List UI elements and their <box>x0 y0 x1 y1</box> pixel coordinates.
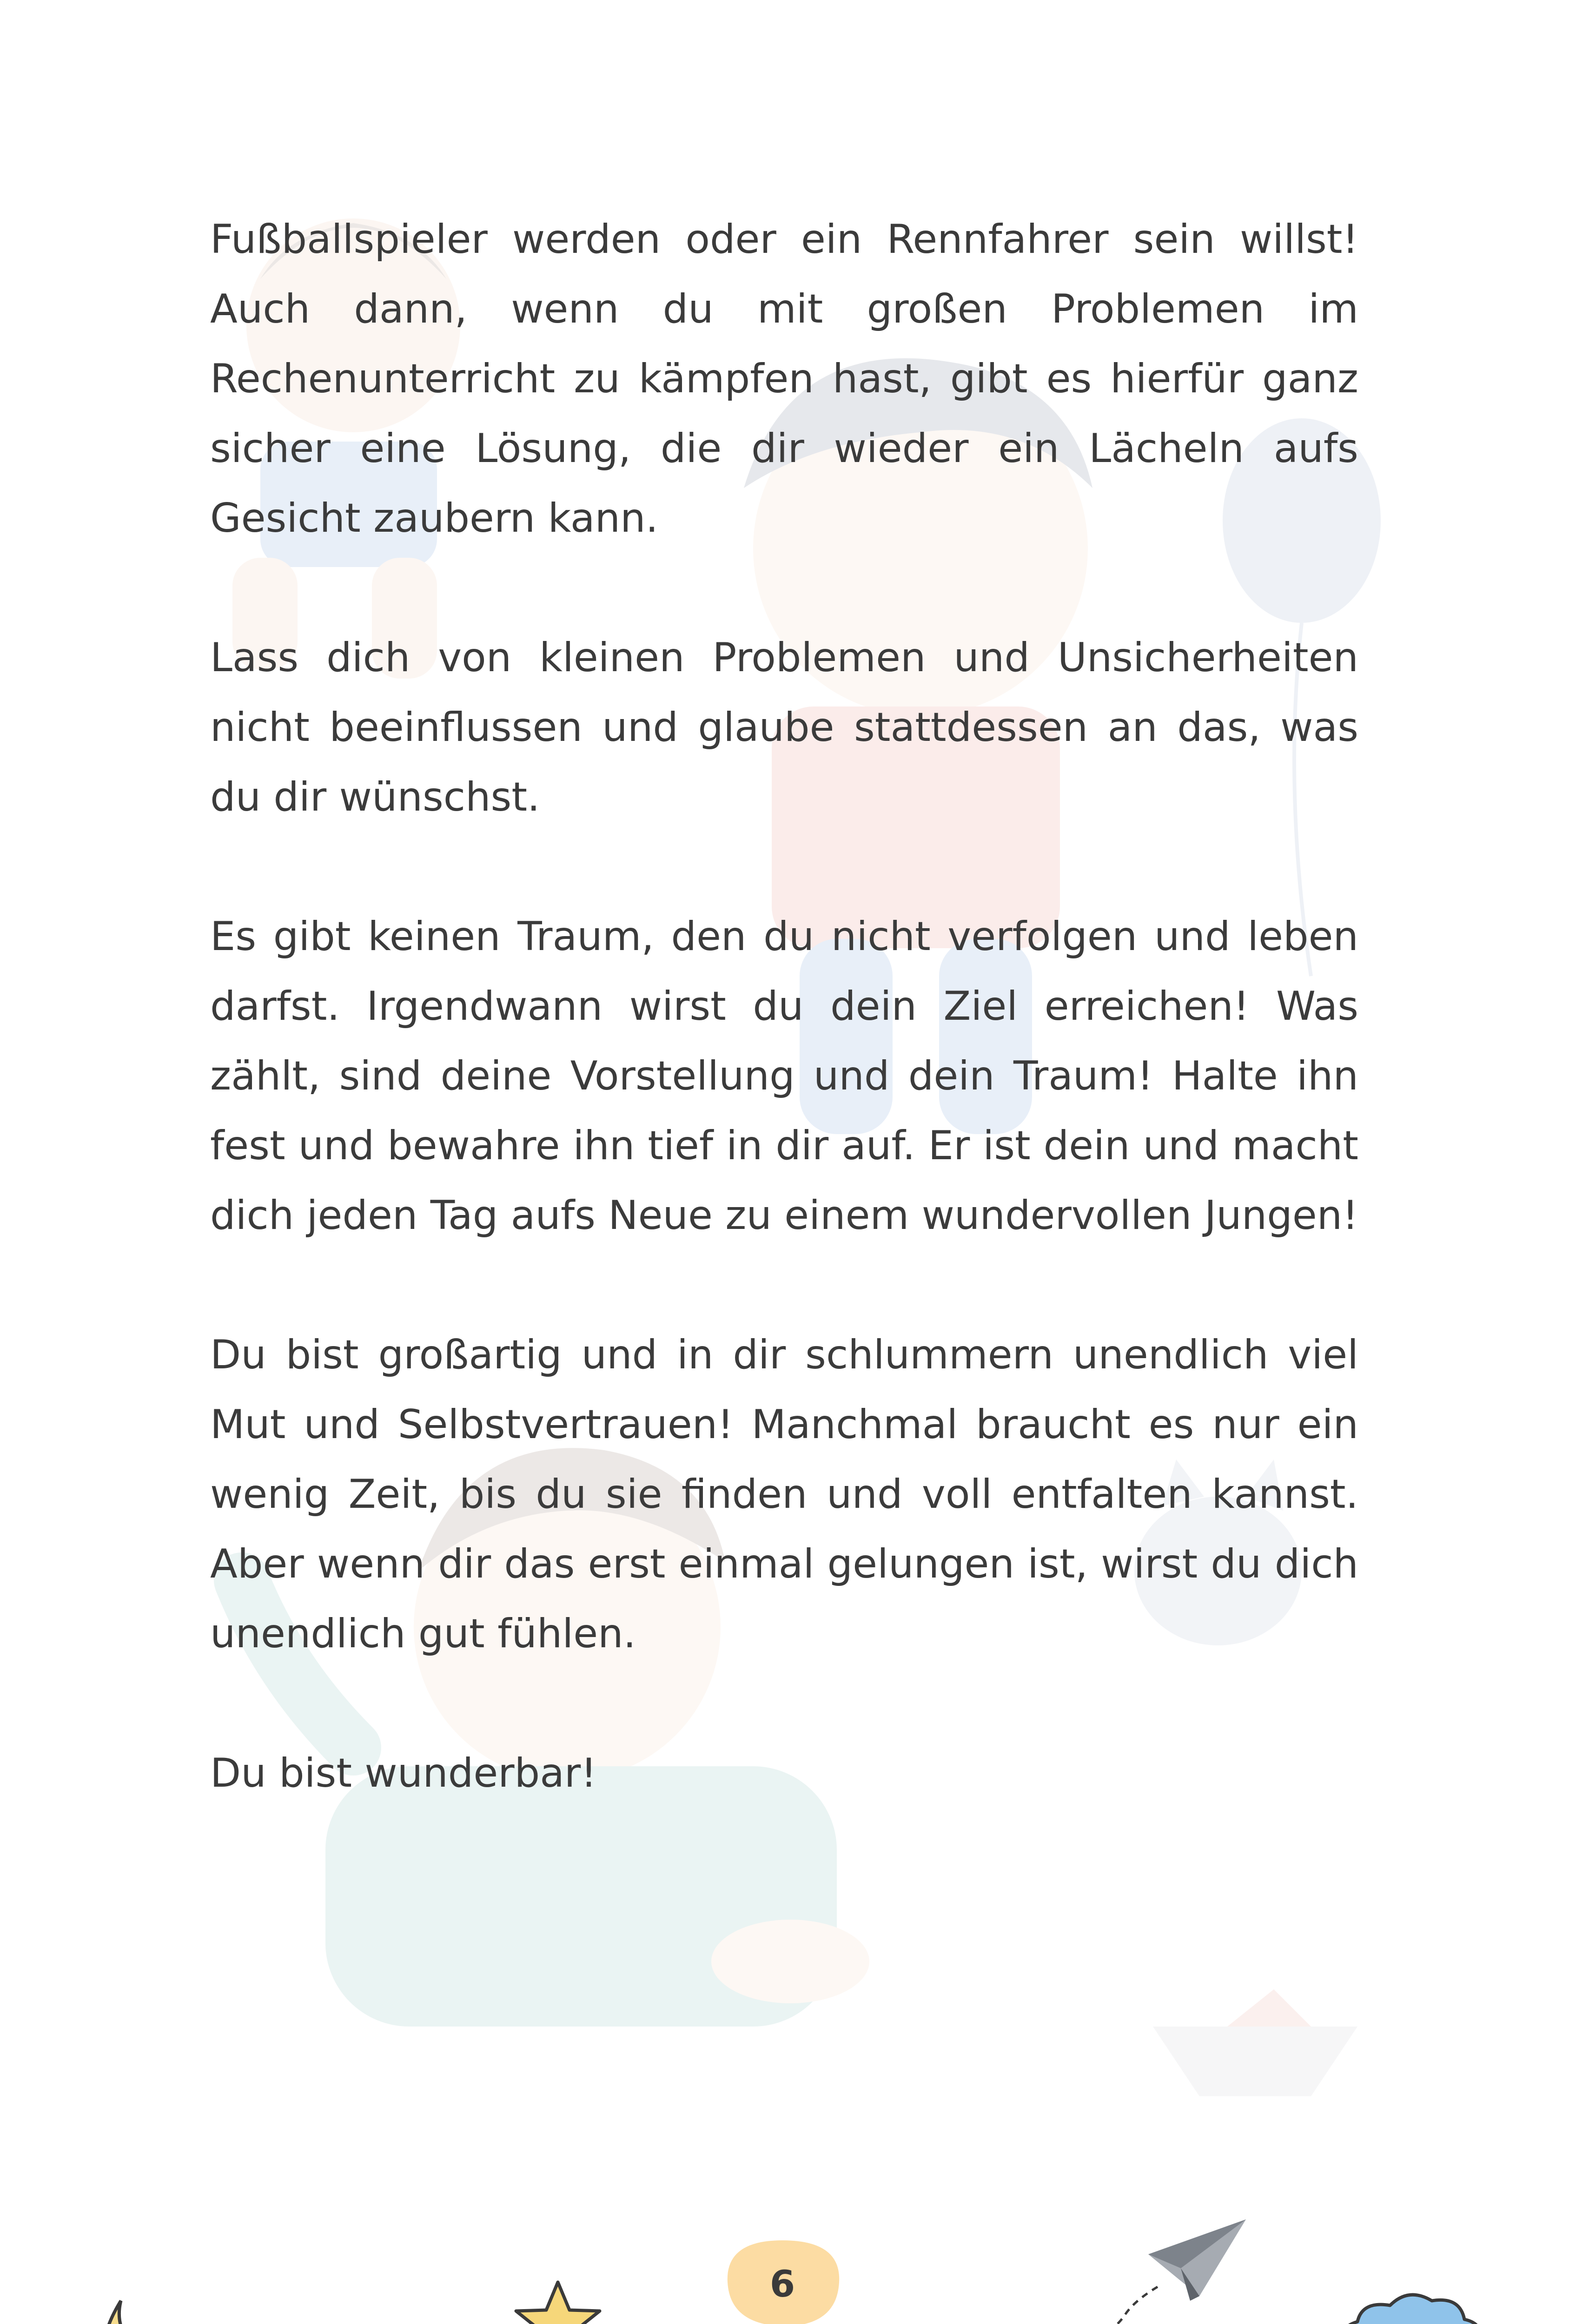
moon-icon <box>104 2301 214 2324</box>
body-text <box>210 205 1358 1878</box>
paper-boat-illustration <box>1153 1989 1357 2096</box>
paragraph: Lass dich von kleinen Problemen und Unsicherheiten nicht beeinflussen und glaube stattdessen an das, was du dir wünschst. <box>210 634 1358 820</box>
cloud-icon <box>1343 2295 1480 2324</box>
star-icon <box>516 2282 600 2324</box>
page-number: 6 <box>769 2264 795 2305</box>
paragraph: Es gibt keinen Traum, den du nicht verfolgen und leben darfst. Irgendwann wirst du dein Ziel erreichen! Was zählt, sind deine Vorstellung und dein Traum! Halte ihn fest und bewahre ihn tief in dir auf. Er ist dein und macht dich jeden Tag aufs Neue zu einem wundervollen Jungen! <box>210 913 1358 1239</box>
paper-plane-icon <box>948 2219 1246 2324</box>
paragraph: Du bist großartig und in dir schlummern unendlich viel Mut und Selbstvertrauen! Manchmal braucht es nur ein wenig Zeit, bis du sie finden und voll entfalten kannst. Aber wenn dir das erst einmal gelungen ist, wirst du dich unendlich gut fühlen. <box>210 1332 1358 1657</box>
paragraph: Fußballspieler werden oder ein Rennfahrer sein willst! Auch dann, wenn du mit großen Problemen im Rechenunterricht zu kämpfen hast, gibt es hierfür ganz sicher eine Lösung, die dir wieder ein Lächeln aufs Gesicht zaubern kann. <box>210 216 1358 541</box>
paragraph: Du bist wunderbar! <box>210 1750 597 1796</box>
